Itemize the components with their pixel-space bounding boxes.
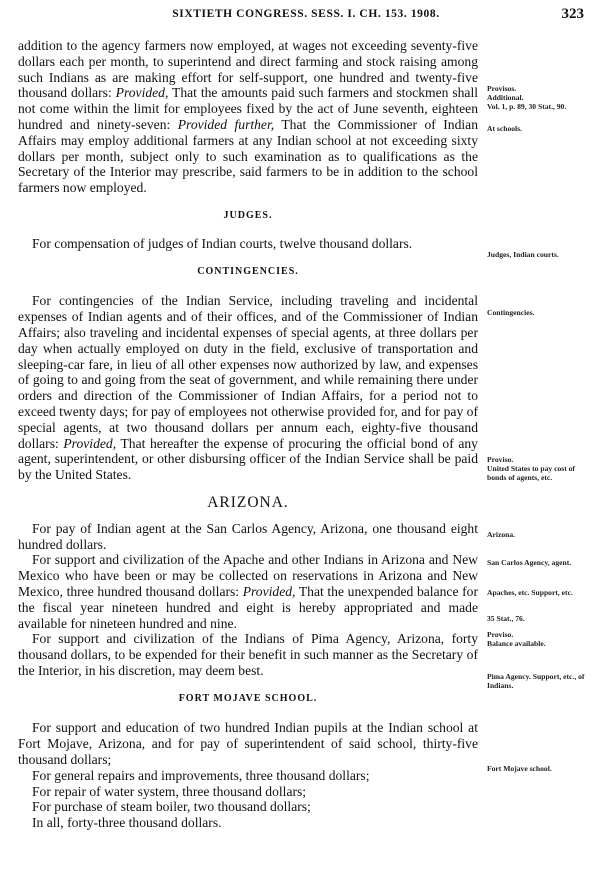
paragraph-contingencies: [18, 293, 478, 483]
margin-note-text: United States to pay cost of bonds of agents, etc.: [487, 464, 575, 482]
proviso-italic: Provided further,: [177, 116, 275, 132]
margin-note-contingencies: Contingencies.: [487, 308, 535, 317]
paragraph-judges: For compensation of judges of Indian courts, twelve thousand dollars.: [32, 235, 413, 251]
paragraph-pima: For support and civilization of the Indians of Pima Agency, Arizona, forty thousand dollars, to be expended for their benefit in such manner as the Secretary of the Interior, in his discretion, may deem best.: [18, 631, 478, 678]
page-number: 323: [561, 6, 584, 22]
paragraph-farmers: [18, 38, 478, 196]
appropriation-line: For general repairs and improvements, three thousand dollars;: [32, 767, 370, 783]
margin-note-provisos: [487, 84, 587, 111]
margin-note-stat-ref: 35 Stat., 76.: [487, 614, 525, 623]
proviso-italic: Provided,: [115, 85, 169, 101]
margin-note-text: Proviso.: [487, 630, 514, 639]
margin-note-text: Balance available.: [487, 639, 546, 648]
paragraph-text: For support and civilization of the Apache and other Indians in Arizona and New Mexico who have been or may be collected on reservations in Arizona and New Mexico, three hundred thousand dollars:: [18, 552, 478, 599]
proviso-italic: Provided,: [242, 583, 296, 599]
margin-note-at-schools: At schools.: [487, 124, 523, 133]
margin-note-text: Additional.: [487, 93, 524, 102]
page-header: [0, 6, 600, 26]
proviso-italic: Provided,: [63, 435, 117, 451]
margin-note-text: Provisos.: [487, 84, 517, 93]
section-heading-fort-mojave: FORT MOJAVE SCHOOL.: [178, 692, 318, 704]
paragraph-text: That the amounts paid such farmers and stockmen shall not come within the limit for employees fixed by the act of June seventh, eighteen hundred and ninety-seven:: [18, 85, 478, 132]
main-text: [18, 38, 478, 831]
section-heading-contingencies: CONTINGENCIES.: [197, 265, 299, 277]
margin-note-proviso-bonds: [487, 455, 587, 482]
appropriation-line: For repair of water system, three thousand dollars;: [32, 783, 307, 799]
margin-note-fort-mojave: Fort Mojave school.: [487, 764, 552, 773]
paragraph-text: For contingencies of the Indian Service, including traveling and incidental expenses of Indian agents and of their offices, and of the Commissioner of Indian Affairs; also traveling and incidental expenses of special agents, at three dollars per day when actually employed on duty in the field, exclusive of transportation and sleeping-car fare, in lieu of all other expenses now authorized by law, and expenses of going to and going from the seat of government, and while remaining there under orders and direction of the Commissioner of Indian Affairs, for a period not to exceed twenty days; for pay of employees not otherwise provided for, and for pay of special agents, at two thousand dollars per annum each, eighty-five thousand dollars:: [18, 293, 478, 451]
paragraph-text: That hereafter the expense of procuring the official bond of any agent, superintendent, or other disbursing officer of the Indian Service shall be paid by the United States.: [18, 435, 478, 483]
margin-note-judges: Judges, Indian courts.: [487, 250, 559, 259]
paragraph-text: That the unexpended balance for the fiscal year nineteen hundred and eight is hereby appropriated and made available for nineteen hundred and nine.: [18, 583, 478, 631]
margin-note-text: Proviso.: [487, 455, 514, 464]
paragraph-fort-mojave: For support and education of two hundred Indian pupils at the Indian school at Fort Mojave, Arizona, and for pay of superintendent of said school, thirty-five thousand dollars;: [18, 720, 478, 768]
margin-note-pima: Pima Agency. Support, etc., of Indians.: [487, 672, 585, 690]
margin-note-apaches: Apaches, etc. Support, etc.: [487, 588, 573, 597]
section-heading-arizona: ARIZONA.: [207, 493, 289, 511]
margin-note-arizona: Arizona.: [487, 530, 516, 539]
margin-note-text: Vol. 1, p. 89, 30 Stat., 90.: [487, 102, 567, 111]
section-heading-judges: JUDGES.: [223, 209, 273, 221]
appropriation-line: For purchase of steam boiler, two thousand dollars;: [32, 799, 311, 815]
margin-note-san-carlos: San Carlos Agency, agent.: [487, 558, 572, 567]
paragraph-text: addition to the agency farmers now employed, at wages not exceeding seventy-five dollars each per month, to superintend and direct farming and stock raising among such Indians as are making effort for self-support, one hundred and twenty-five thousand dollars:: [18, 38, 478, 101]
running-head: SIXTIETH CONGRESS. SESS. I. CH. 153. 1908.: [172, 8, 440, 20]
paragraph-apaches: [18, 552, 478, 631]
paragraph-san-carlos: For pay of Indian agent at the San Carlos Agency, Arizona, one thousand eight hundred dollars.: [18, 520, 478, 552]
appropriation-line: In all, forty-three thousand dollars.: [32, 815, 222, 831]
margin-note-balance: [487, 630, 587, 648]
paragraph-text: That the Commissioner of Indian Affairs may employ additional farmers at any Indian school at not exceeding sixty dollars per month, subject only to such examination as to qualifications as the Secretary of the Interior may prescribe, said farmers to be in addition to the school farmers now employed.: [18, 116, 478, 196]
